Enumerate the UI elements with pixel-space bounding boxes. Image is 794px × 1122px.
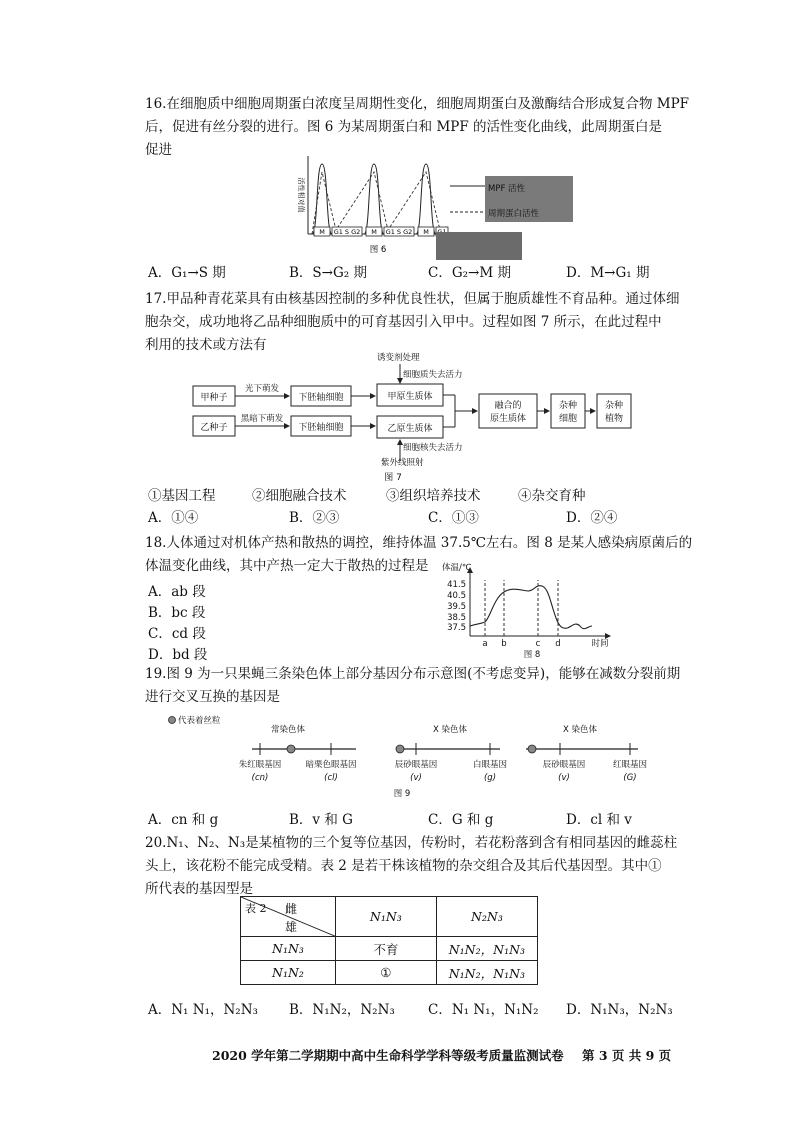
fig8-point-b: b bbox=[501, 639, 507, 649]
q18-number: 18. bbox=[145, 535, 167, 551]
q19-line1 bbox=[145, 663, 680, 686]
table-2-row1-c2: N₁N₂，N₁N₃ bbox=[436, 937, 537, 961]
table-2-row2-c2: N₁N₂，N₁N₃ bbox=[436, 961, 537, 985]
q17-number: 17. bbox=[145, 291, 167, 307]
q20-line3: 所代表的基因型是 bbox=[145, 881, 253, 897]
table-2 bbox=[240, 896, 538, 985]
q16-option-b[interactable]: B．S→G₂ 期 bbox=[289, 265, 367, 281]
svg-text:M: M bbox=[371, 228, 377, 236]
q16-line3: 促进 bbox=[145, 142, 172, 158]
q17-option-c[interactable]: C．①③ bbox=[428, 510, 479, 526]
fig8-temp-curve bbox=[470, 586, 592, 629]
q17-item-1: ①基因工程 bbox=[148, 488, 216, 504]
q19-option-a[interactable]: A．cn 和 g bbox=[148, 812, 219, 828]
q17-item-2: ②细胞融合技术 bbox=[252, 488, 347, 504]
fig9-chr2: X 染色体 bbox=[432, 725, 468, 735]
fig9-g3b-sym: (G) bbox=[623, 773, 637, 783]
fig8-ytick-5: 37.5 bbox=[447, 623, 466, 633]
svg-text:M: M bbox=[319, 228, 325, 236]
q18-option-c[interactable]: C．cd 段 bbox=[148, 626, 206, 642]
q19-option-c[interactable]: C．G 和 g bbox=[428, 812, 494, 828]
fig7-fused-1: 融合的 bbox=[494, 401, 522, 411]
q20-option-a[interactable]: A．N₁ N₁，N₂N₃ bbox=[148, 1002, 258, 1018]
fig7-top-note: 诱变剂处理 bbox=[377, 353, 420, 363]
q17-item-4: ④杂交育种 bbox=[518, 488, 586, 504]
figure-7 bbox=[185, 350, 645, 484]
fig7-bottom-note2: 紫外线照射 bbox=[381, 458, 424, 468]
q18-text-1: 人体通过对机体产热和散热的调控，维持体温 37.5℃左右。图 8 是某人感染病原菌后的 bbox=[166, 535, 693, 551]
q18-option-a[interactable]: A．ab 段 bbox=[148, 584, 206, 600]
fig6-legend-mpf: MPF 活性 bbox=[488, 184, 526, 194]
q16-line2: 后，促进有丝分裂的进行。图 6 为某周期蛋白和 MPF 的活性变化曲线，此周期蛋白是 bbox=[145, 119, 663, 135]
fig8-ylabel: 体温/℃ bbox=[442, 563, 472, 573]
fig7-seed-a: 甲种子 bbox=[200, 393, 228, 403]
table-2-row1-head: N₁N₃ bbox=[241, 937, 336, 961]
fig6-mpf-peak-3 bbox=[416, 164, 436, 234]
q16-line1 bbox=[145, 93, 689, 116]
svg-text:G1 S G2: G1 S G2 bbox=[385, 228, 413, 236]
q20-line2: 头上，该花粉不能完成受精。表 2 是若干株该植物的杂交组合及其后代基因型。其中① bbox=[145, 858, 662, 874]
fig9-g2a-sym: (v) bbox=[410, 773, 422, 783]
table-2-corner bbox=[241, 897, 336, 937]
q17-option-d[interactable]: D．②④ bbox=[566, 510, 618, 526]
table-2-title: 表 2 bbox=[245, 902, 267, 915]
fig9-g2b-sym: (g) bbox=[483, 773, 497, 783]
fig7-hypo-b: 下胚轴细胞 bbox=[298, 423, 344, 433]
table-2-row2-head: N₁N₂ bbox=[241, 961, 336, 985]
fig7-caption: 图 7 bbox=[384, 473, 402, 483]
figure-9 bbox=[160, 710, 660, 802]
fig7-proto-b: 乙原生质体 bbox=[387, 424, 433, 434]
fig9-chr3: X 染色体 bbox=[562, 725, 598, 735]
fig9-g3a: 辰砂眼基因 bbox=[542, 760, 586, 770]
q18-option-d[interactable]: D．bd 段 bbox=[148, 647, 208, 663]
fig9-g1b-sym: (cl) bbox=[324, 773, 338, 783]
fig7-fused-2: 原生质体 bbox=[489, 414, 527, 424]
fig6-phase-bar bbox=[314, 227, 448, 236]
fig6-ylabel: 活性相对值 bbox=[297, 177, 305, 213]
q17-item-3: ③组织培养技术 bbox=[386, 488, 481, 504]
fig8-point-d: d bbox=[555, 639, 561, 649]
q19-number: 19. bbox=[145, 666, 167, 682]
q19-option-b[interactable]: B．v 和 G bbox=[289, 812, 353, 828]
q20-line1 bbox=[145, 832, 677, 855]
fig9-legend: 代表着丝粒 bbox=[178, 716, 221, 726]
q16-option-a[interactable]: A．G₁→S 期 bbox=[148, 265, 226, 281]
q20-option-c[interactable]: C．N₁ N₁，N₁N₂ bbox=[428, 1002, 539, 1018]
fig9-g1b: 暗栗色眼基因 bbox=[305, 760, 357, 770]
footer-title: 2020 学年第二学期期中高中生命科学学科等级考质量监测试卷 bbox=[212, 1048, 564, 1063]
fig9-g3b: 红眼基因 bbox=[612, 760, 648, 770]
table-2-male-label: 雄 bbox=[285, 920, 298, 934]
fig9-chr2-centromere bbox=[396, 745, 404, 753]
figure-8 bbox=[440, 560, 620, 660]
svg-text:M: M bbox=[423, 228, 429, 236]
table-2-female-label: 雌 bbox=[285, 902, 298, 916]
fig9-g1a: 朱红眼基因 bbox=[238, 760, 282, 770]
fig7-hybrid-cell-2: 细胞 bbox=[558, 414, 578, 424]
fig7-hybrid-plant-2: 植物 bbox=[604, 414, 624, 424]
q16-number: 16. bbox=[145, 96, 167, 112]
fig8-caption: 图 8 bbox=[523, 650, 541, 660]
q20-option-d[interactable]: D．N₁N₃，N₂N₃ bbox=[566, 1002, 673, 1018]
fig7-hybrid-plant-1: 杂种 bbox=[604, 401, 624, 411]
fig8-point-a: a bbox=[482, 639, 488, 649]
fig9-chr3-centromere bbox=[528, 745, 536, 753]
fig8-ytick-2: 40.5 bbox=[447, 591, 466, 601]
fig6-legend-cyclin: 周期蛋白活性 bbox=[488, 209, 540, 219]
fig6-caption: 图 6 bbox=[369, 245, 387, 255]
fig7-arrow-b-label: 黑暗下萌发 bbox=[240, 414, 284, 424]
svg-text:G1 S G2: G1 S G2 bbox=[333, 228, 361, 236]
q18-option-b[interactable]: B．bc 段 bbox=[148, 605, 206, 621]
fig8-ytick-1: 41.5 bbox=[447, 580, 466, 590]
fig7-hybrid-cell-1: 杂种 bbox=[558, 401, 578, 411]
fig7-top-note2: 细胞质失去活力 bbox=[403, 370, 463, 380]
q17-option-a[interactable]: A．①④ bbox=[148, 510, 199, 526]
fig9-g2a: 辰砂眼基因 bbox=[394, 760, 438, 770]
fig7-proto-a: 甲原生质体 bbox=[387, 392, 433, 402]
table-2-col2: N₂N₃ bbox=[436, 897, 537, 937]
fig8-ytick-4: 38.5 bbox=[447, 613, 466, 623]
q16-option-c[interactable]: C．G₂→M 期 bbox=[428, 265, 511, 281]
q20-option-b[interactable]: B．N₁N₂，N₂N₃ bbox=[289, 1002, 395, 1018]
fig7-seed-b: 乙种子 bbox=[200, 423, 228, 433]
fig8-xlabel: 时间 bbox=[591, 639, 609, 649]
q19-text-1: 图 9 为一只果蝇三条染色体上部分基因分布示意图(不考虑变异)，能够在减数分裂前期 bbox=[166, 666, 681, 682]
table-2-row2-c1: ① bbox=[335, 961, 436, 985]
q17-text-1: 甲品种青花菜具有由核基因控制的多种优良性状，但属于胞质雄性不育品种。通过体细 bbox=[166, 291, 680, 307]
table-2-row1-c1: 不育 bbox=[335, 937, 436, 961]
fig9-g1a-sym: (cn) bbox=[251, 773, 269, 783]
fig8-ytick-3: 39.5 bbox=[447, 602, 466, 612]
fig9-g3a-sym: (v) bbox=[558, 773, 570, 783]
fig7-hypo-a: 下胚轴细胞 bbox=[298, 393, 344, 403]
fig6-mpf-peak-2 bbox=[364, 164, 384, 234]
q18-line2: 体温变化曲线，其中产热一定大于散热的过程是 bbox=[145, 558, 429, 574]
footer-page: 第 3 页 共 9 页 bbox=[582, 1048, 672, 1063]
q19-line2: 进行交叉互换的基因是 bbox=[145, 689, 280, 705]
q18-line1 bbox=[145, 532, 692, 555]
fig7-bottom-note1: 细胞核失去活力 bbox=[403, 443, 463, 453]
centromere-legend-icon bbox=[169, 717, 176, 724]
q17-line1 bbox=[145, 288, 679, 311]
q16-option-d[interactable]: D．M→G₁ 期 bbox=[566, 265, 650, 281]
q17-option-b[interactable]: B．②③ bbox=[289, 510, 340, 526]
fig9-g2b: 白眼基因 bbox=[472, 760, 508, 770]
table-2-col1: N₁N₃ bbox=[335, 897, 436, 937]
q20-number: 20. bbox=[145, 835, 167, 851]
q20-text-1: N₁、N₂、N₃是某植物的三个复等位基因，传粉时，若花粉落到含有相同基因的雌蕊柱 bbox=[166, 835, 678, 851]
fig8-point-c: c bbox=[535, 639, 541, 649]
q19-option-d[interactable]: D．cl 和 v bbox=[566, 812, 632, 828]
q17-line2: 胞杂交，成功地将乙品种细胞质中的可育基因引入甲中。过程如图 7 所示，在此过程中 bbox=[145, 314, 662, 330]
fig7-arrow-a-label: 光下萌发 bbox=[244, 384, 280, 394]
fig9-caption: 图 9 bbox=[393, 789, 411, 799]
q16-text-1: 在细胞质中细胞周期蛋白浓度呈周期性变化，细胞周期蛋白及激酶结合形成复合物 MPF bbox=[166, 96, 690, 112]
fig9-chr1: 常染色体 bbox=[270, 725, 306, 735]
figure-6 bbox=[290, 150, 580, 262]
fig9-chr1-centromere bbox=[287, 745, 295, 753]
q17-line3: 利用的技术或方法有 bbox=[145, 337, 267, 353]
fig6-grey-block bbox=[436, 232, 522, 260]
